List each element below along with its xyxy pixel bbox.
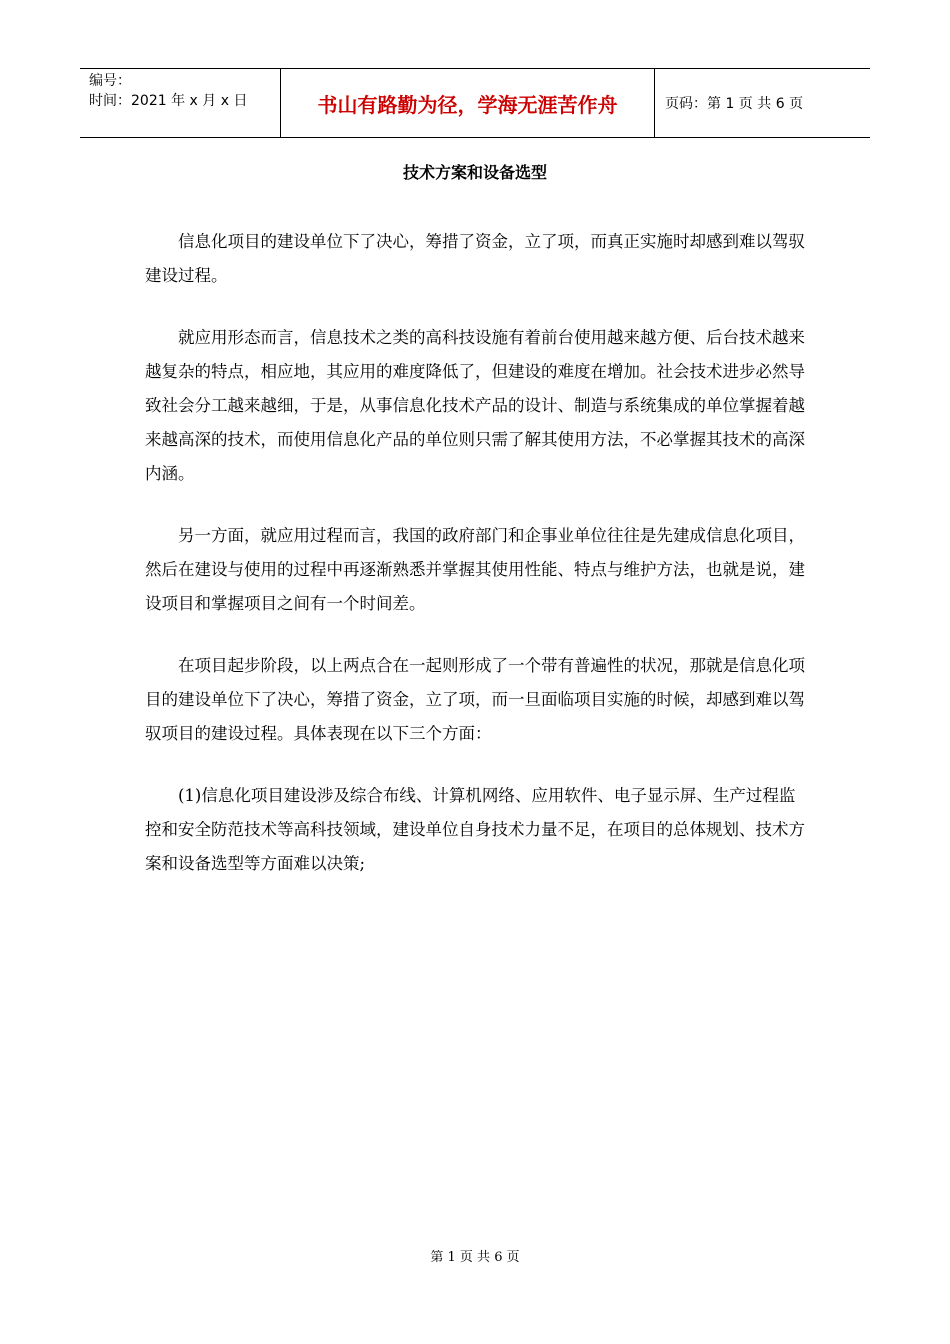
paragraph: 信息化项目的建设单位下了决心，筹措了资金，立了项，而真正实施时却感到难以驾驭建设过程。	[145, 232, 805, 285]
header-meta-cell	[80, 69, 281, 137]
paragraph: 另一方面，就应用过程而言，我国的政府部门和企事业单位往往是先建成信息化项目，然后在建设与使用的过程中再逐渐熟悉并掌握其使用性能、特点与维护方法，也就是说，建设项目和掌握项目之间有一个时间差。	[145, 526, 805, 613]
header-page-cell	[655, 69, 870, 137]
document-body	[145, 225, 805, 909]
page-footer: 第 1 页 共 6 页	[430, 1250, 520, 1265]
document-title: 技术方案和设备选型	[402, 163, 547, 182]
paragraph: (1)信息化项目建设涉及综合布线、计算机网络、应用软件、电子显示屏、生产过程监控和安全防范技术等高科技领域，建设单位自身技术力量不足，在项目的总体规划、技术方案和设备选型等方面难以决策;	[145, 786, 805, 873]
number-label: 编号：	[89, 73, 131, 89]
paragraph: 在项目起步阶段，以上两点合在一起则形成了一个带有普遍性的状况，那就是信息化项目的建设单位下了决心，筹措了资金，立了项，而一旦面临项目实施的时候，却感到难以驾驭项目的建设过程。具体表现在以下三个方面：	[145, 656, 805, 743]
date-label: 时间：2021 年 x 月 x 日	[89, 93, 248, 109]
motto-text: 书山有路勤为径，学海无涯苦作舟	[317, 92, 618, 117]
document-header	[80, 68, 870, 138]
header-motto-cell	[281, 69, 655, 137]
page-info: 页码：第 1 页 共 6 页	[665, 96, 804, 112]
paragraph: 就应用形态而言，信息技术之类的高科技设施有着前台使用越来越方便、后台技术越来越复杂的特点，相应地，其应用的难度降低了，但建设的难度在增加。社会技术进步必然导致社会分工越来越细，于是，从事信息化技术产品的设计、制造与系统集成的单位掌握着越来越高深的技术，而使用信息化产品的单位则只需了解其使用方法，不必掌握其技术的高深内涵。	[145, 328, 805, 483]
